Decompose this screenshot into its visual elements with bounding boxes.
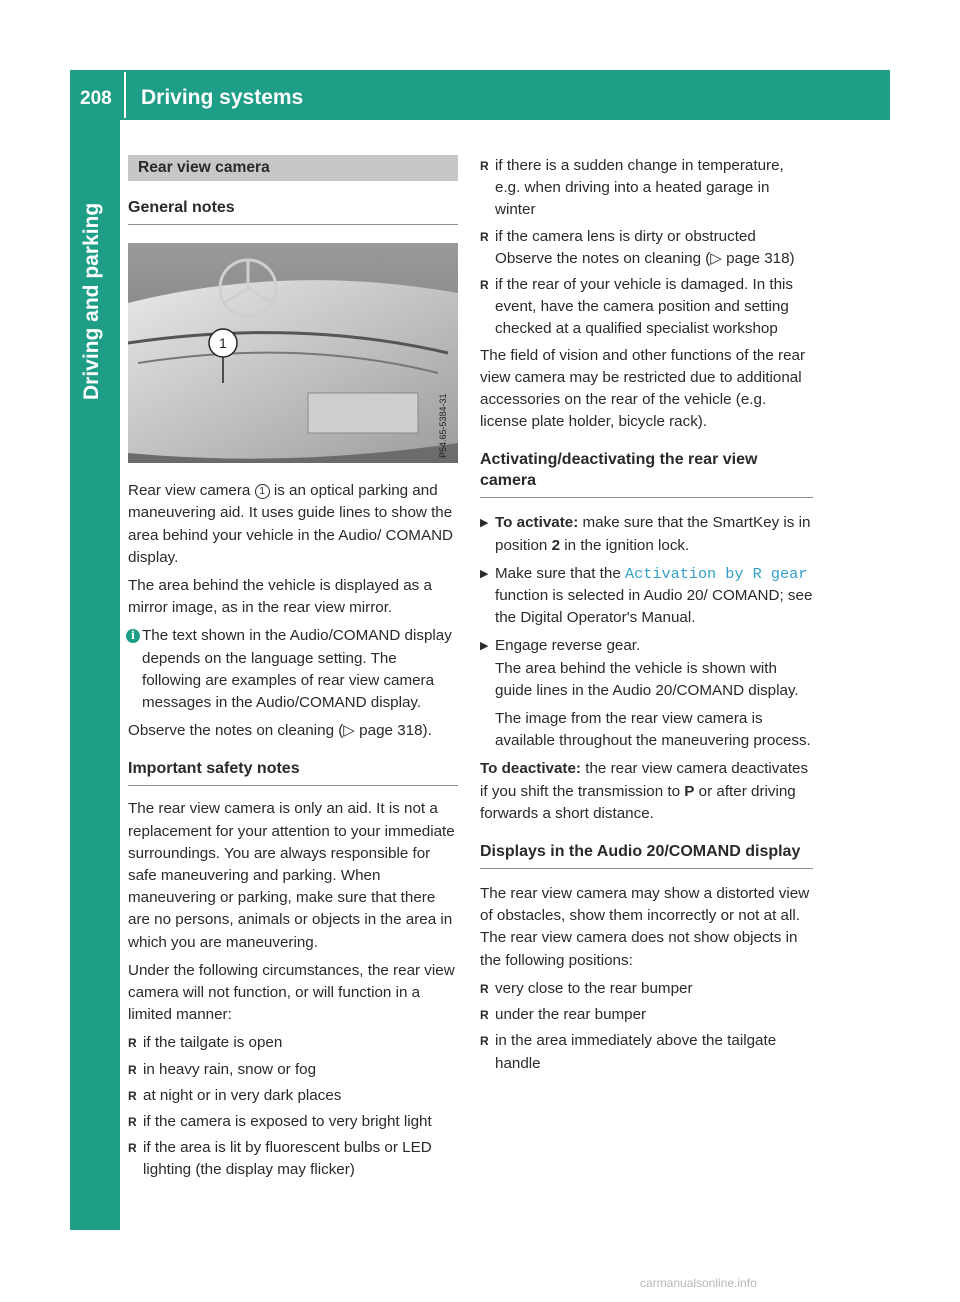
list-item: R at night or in very dark places bbox=[128, 1085, 458, 1107]
right-column bbox=[480, 155, 813, 1079]
general-notes-heading: General notes bbox=[128, 197, 458, 225]
limitations-list-continued bbox=[480, 155, 813, 341]
blind-spots-list bbox=[480, 978, 813, 1075]
safety-paragraph: The rear view camera is only an aid. It is not a replacement for your attention to your immediate surroundings. You are always responsible for safe maneuvering and parking. When maneuvering or parking, make sure that there are no persons, animals or objects in the area in which you are maneuvering. bbox=[128, 800, 455, 951]
list-item: R very close to the rear bumper bbox=[480, 978, 813, 1000]
activating-heading: Activating/deactivating the rear view camera bbox=[480, 449, 813, 498]
circumstances-paragraph: Under the following circumstances, the rear view camera will not function, or will function in a limited manner: bbox=[128, 961, 455, 1024]
list-item: R if the camera lens is dirty or obstructed Observe the notes on cleaning (▷ page 318) bbox=[480, 227, 795, 267]
displays-paragraph: The rear view camera may show a distorted view of obstacles, show them incorrectly or not at all. The rear view camera does not show objects in the following positions: bbox=[480, 885, 810, 969]
bullet-icon: R bbox=[128, 1062, 137, 1077]
bullet-icon: R bbox=[128, 1088, 137, 1103]
list-item: R if the area is lit by fluorescent bulbs or LED lighting (the display may flicker) bbox=[128, 1139, 432, 1179]
list-item: R under the rear bumper bbox=[480, 1004, 813, 1026]
mirror-paragraph: The area behind the vehicle is displayed as a mirror image, as in the rear view mirror. bbox=[128, 577, 432, 617]
chapter-title: Driving systems bbox=[141, 86, 304, 109]
displays-heading: Displays in the Audio 20/COMAND display bbox=[480, 841, 813, 869]
bullet-icon: R bbox=[480, 229, 489, 244]
step-check-setting: ▶ Make sure that the Activation by R gear function is selected in Audio 20/ COMAND; see the Digital Operator's Manual. bbox=[480, 564, 813, 627]
info-note: i The text shown in the Audio/COMAND display depends on the language setting. The following are examples of rear view camera messages in the Audio/COMAND display. bbox=[128, 625, 458, 714]
watermark: carmanualsonline.info bbox=[640, 1276, 757, 1290]
list-item: R if the tailgate is open bbox=[128, 1032, 458, 1054]
menu-function-name: Activation by R gear bbox=[625, 564, 808, 583]
safety-heading: Important safety notes bbox=[128, 758, 458, 786]
header-divider bbox=[124, 72, 126, 118]
bullet-icon: R bbox=[480, 1034, 489, 1049]
page-number: 208 bbox=[80, 88, 112, 109]
step-activate: ▶ To activate: make sure that the SmartKey is in position 2 in the ignition lock. bbox=[480, 514, 811, 554]
bullet-icon: R bbox=[480, 278, 489, 293]
side-tab-label: Driving and parking bbox=[80, 202, 103, 400]
bullet-icon: R bbox=[128, 1141, 137, 1156]
step-reverse-gear: ▶ Engage reverse gear. The area behind the vehicle is shown with guide lines in the Audio 20/COMAND display. The image from the rear view camera is available throughout the maneuvering process. bbox=[480, 637, 811, 750]
field-of-vision-paragraph: The field of vision and other functions of the rear view camera may be restricted due to additional accessories on the rear of the vehicle (e.g. license plate holder, bicycle rack). bbox=[480, 346, 806, 431]
step-arrow-icon: ▶ bbox=[480, 640, 489, 653]
intro-paragraph: Rear view camera 1 is an optical parking and maneuvering aid. It uses guide lines to show the area behind your vehicle in the Audio/ COMAND display. bbox=[128, 482, 454, 566]
list-item: R if the camera is exposed to very bright light bbox=[128, 1111, 458, 1133]
section-title: Rear view camera bbox=[128, 155, 458, 181]
step-arrow-icon: ▶ bbox=[480, 567, 489, 580]
image-code: P54.65-5384-31 bbox=[438, 393, 448, 458]
step-arrow-icon: ▶ bbox=[480, 517, 489, 530]
rear-camera-photo bbox=[128, 243, 458, 463]
bullet-icon: R bbox=[128, 1115, 137, 1130]
cleaning-note: Observe the notes on cleaning (▷ page 318). bbox=[128, 722, 432, 740]
info-icon: i bbox=[126, 629, 140, 643]
limitations-list bbox=[128, 1032, 458, 1181]
bullet-icon: R bbox=[128, 1036, 137, 1051]
callout-1: 1 bbox=[255, 484, 270, 499]
bullet-icon: R bbox=[480, 981, 489, 996]
bullet-icon: R bbox=[480, 159, 489, 173]
list-item: R in heavy rain, snow or fog bbox=[128, 1059, 458, 1081]
list-item: R if the rear of your vehicle is damaged. In this event, have the camera position and setting checked at a qualified specialist workshop bbox=[480, 276, 793, 338]
list-item: R if there is a sudden change in temperature, e.g. when driving into a heated garage in winter bbox=[480, 157, 784, 219]
left-column bbox=[128, 155, 458, 1186]
image-callout: 1 bbox=[219, 335, 227, 351]
bullet-icon: R bbox=[480, 1008, 489, 1023]
list-item: R in the area immediately above the tailgate handle bbox=[480, 1032, 777, 1072]
deactivate-paragraph: To deactivate: the rear view camera deactivates if you shift the transmission to P or after driving forwards a short distance. bbox=[480, 760, 809, 822]
